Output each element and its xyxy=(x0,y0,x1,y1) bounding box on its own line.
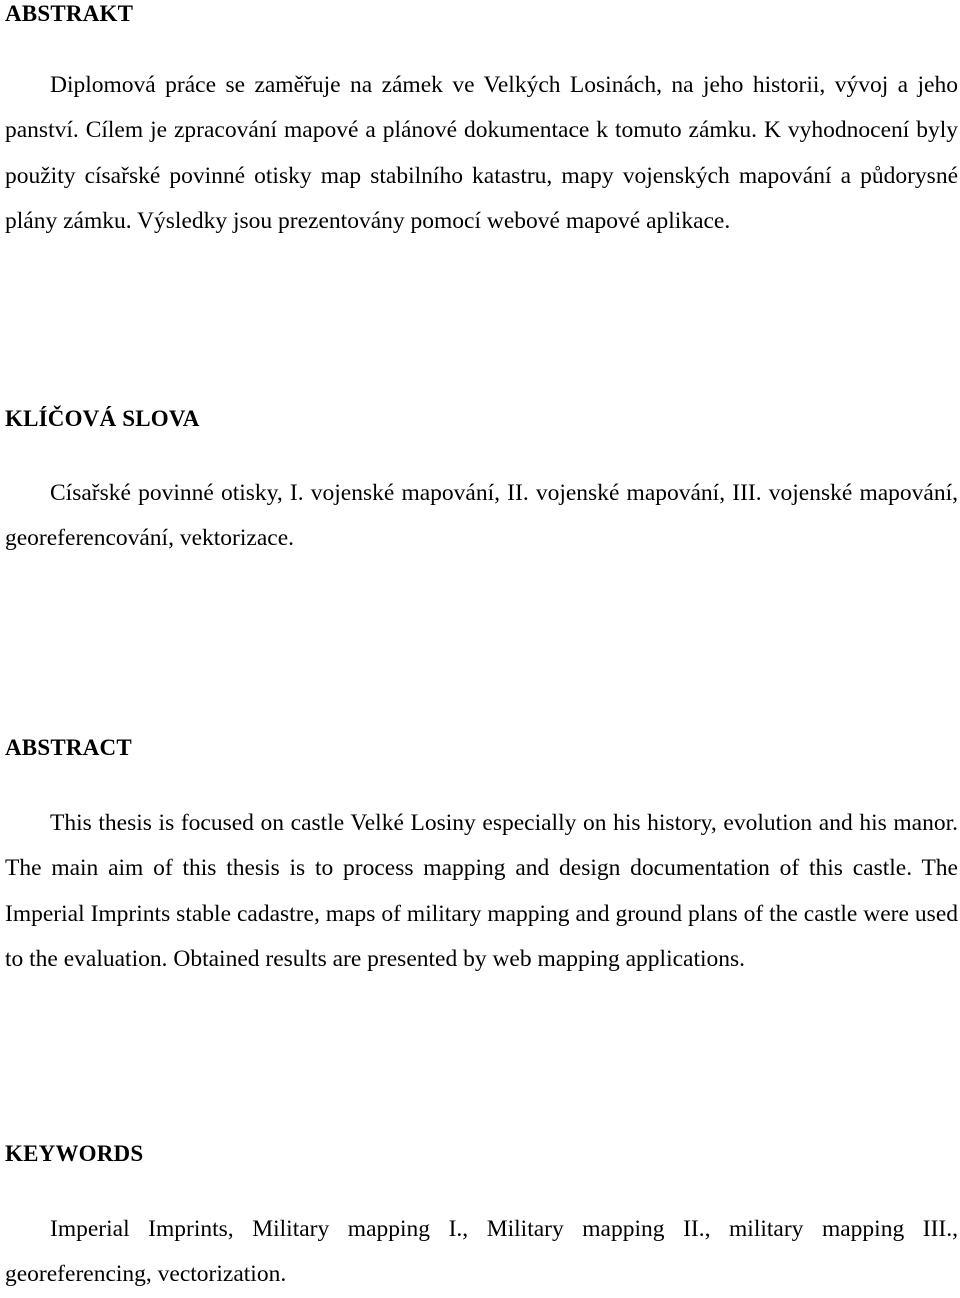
klicova-slova-heading: KLÍČOVÁ SLOVA xyxy=(5,406,200,431)
abstrakt-heading: ABSTRAKT xyxy=(5,1,134,26)
klicova-slova-paragraph: Císařské povinné otisky, I. vojenské mapování, II. vojenské mapování, III. vojenské mapování, georeferencování, vektorizace. xyxy=(5,480,958,552)
abstract-paragraph: This thesis is focused on castle Velké Losiny especially on his history, evolution and his manor. The main aim of this thesis is to process mapping and design documentation of this castle. The Imperial Imprints stable cadastre, maps of military mapping and ground plans of the castle were used to the evaluation. Obtained results are presented by web mapping applications. xyxy=(5,810,958,972)
keywords-heading: KEYWORDS xyxy=(5,1141,144,1166)
keywords-paragraph: Imperial Imprints, Military mapping I., Military mapping II., military mapping III., georeferencing, vectorization. xyxy=(5,1216,958,1288)
abstrakt-paragraph: Diplomová práce se zaměřuje na zámek ve Velkých Losinách, na jeho historii, vývoj a jeho panství. Cílem je zpracování mapové a plánové dokumentace k tomuto zámku. K vyhodnocení byly použity císařské povinné otisky map stabilního katastru, mapy vojenských mapování a půdorysné plány zámku. Výsledky jsou prezentovány pomocí webové mapové aplikace. xyxy=(5,72,958,234)
abstract-heading: ABSTRACT xyxy=(5,735,132,760)
